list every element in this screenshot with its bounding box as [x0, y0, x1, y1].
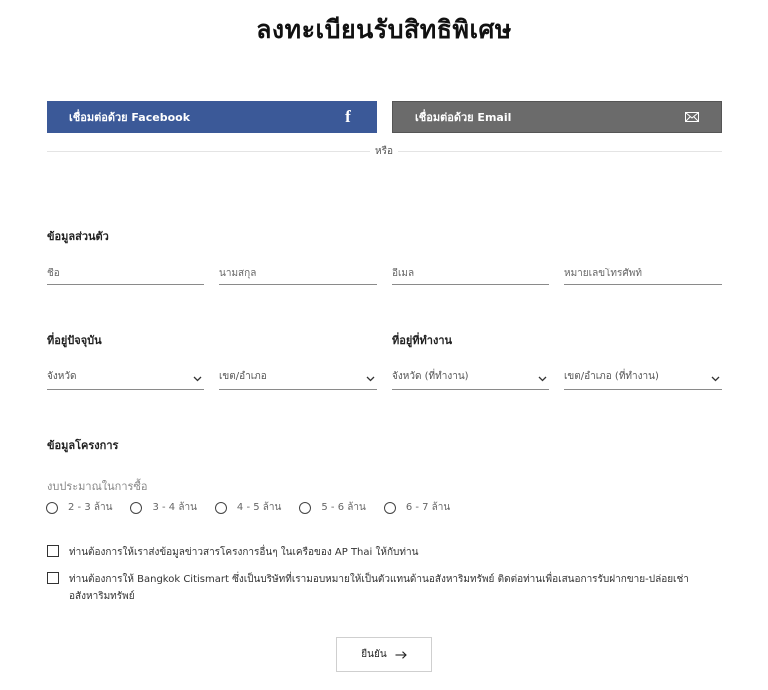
budget-option-label: 4 - 5 ล้าน	[236, 502, 282, 513]
budget-option-label: 5 - 6 ล้าน	[321, 502, 366, 513]
budget-label: งบประมาณในการซื้อ	[47, 480, 148, 493]
facebook-connect-button[interactable]	[47, 101, 377, 133]
radio-button[interactable]	[46, 502, 58, 514]
budget-option-6-7[interactable]	[384, 500, 450, 515]
radio-button[interactable]	[384, 502, 396, 514]
radio-button[interactable]	[215, 502, 227, 514]
work-address-heading: ที่อยู่ที่ทำงาน	[392, 334, 453, 347]
mail-icon	[685, 112, 699, 122]
project-info-heading: ข้อมูลโครงการ	[47, 439, 119, 452]
arrow-right-icon	[395, 651, 407, 659]
current-province-select[interactable]	[47, 368, 204, 390]
submit-button-label: ยืนยัน	[361, 649, 387, 660]
consent-citismart-text: ท่านต้องการให้ Bangkok Citismart ซึ่งเป็นบริษัทที่เรามอบหมายให้เป็นตัวแทนด้านอสังหาริมทรัพย์ ติดต่อท่านเพื่อเสนอการรับฝากขาย-ปล่อยเช่าอสังหาริมทรัพย์	[69, 574, 689, 602]
consent-ap-thai-checkbox[interactable]	[47, 545, 59, 557]
chevron-down-icon	[538, 376, 547, 382]
submit-button[interactable]	[336, 637, 432, 672]
personal-info-heading: ข้อมูลส่วนตัว	[47, 230, 109, 243]
current-district-select[interactable]	[219, 368, 377, 390]
budget-option-4-5[interactable]	[215, 500, 281, 515]
work-province-value: จังหวัด (ที่ทำงาน)	[392, 371, 469, 382]
facebook-icon: f	[345, 107, 351, 126]
budget-option-label: 6 - 7 ล้าน	[405, 502, 451, 513]
budget-option-label: 3 - 4 ล้าน	[152, 502, 197, 513]
work-district-value: เขต/อำเภอ (ที่ทำงาน)	[564, 371, 659, 382]
page-title: ลงทะเบียนรับสิทธิพิเศษ	[256, 15, 512, 44]
divider-or-text: หรือ	[370, 144, 398, 159]
radio-button[interactable]	[130, 502, 142, 514]
budget-option-2-3[interactable]	[46, 500, 112, 515]
budget-option-5-6[interactable]	[299, 500, 365, 515]
current-district-value: เขต/อำเภอ	[219, 371, 267, 382]
budget-radio-group	[46, 500, 468, 515]
email-button-label: เชื่อมต่อด้วย Email	[415, 111, 512, 124]
phone-input[interactable]	[564, 268, 722, 279]
last-name-input[interactable]	[219, 268, 377, 279]
chevron-down-icon	[366, 376, 375, 382]
radio-button[interactable]	[299, 502, 311, 514]
chevron-down-icon	[711, 376, 720, 382]
current-address-heading: ที่อยู่ปัจจุบัน	[47, 334, 102, 347]
email-field[interactable]	[392, 263, 549, 285]
first-name-field[interactable]	[47, 263, 204, 285]
email-connect-button[interactable]	[392, 101, 722, 133]
current-province-value: จังหวัด	[47, 371, 77, 382]
work-district-select[interactable]	[564, 368, 722, 390]
chevron-down-icon	[193, 376, 202, 382]
last-name-field[interactable]	[219, 263, 377, 285]
email-input[interactable]	[392, 268, 549, 279]
consent-citismart-row	[47, 571, 727, 605]
consent-ap-thai-text: ท่านต้องการให้เราส่งข้อมูลข่าวสารโครงการอื่นๆ ในเครือของ AP Thai ให้กับท่าน	[69, 547, 419, 558]
budget-option-label: 2 - 3 ล้าน	[68, 502, 113, 513]
work-province-select[interactable]	[392, 368, 549, 390]
phone-field[interactable]	[564, 263, 722, 285]
budget-option-3-4[interactable]	[130, 500, 196, 515]
first-name-input[interactable]	[47, 268, 204, 279]
consent-ap-thai-row	[47, 544, 727, 561]
consent-citismart-checkbox[interactable]	[47, 572, 59, 584]
facebook-button-label: เชื่อมต่อด้วย Facebook	[69, 111, 191, 124]
